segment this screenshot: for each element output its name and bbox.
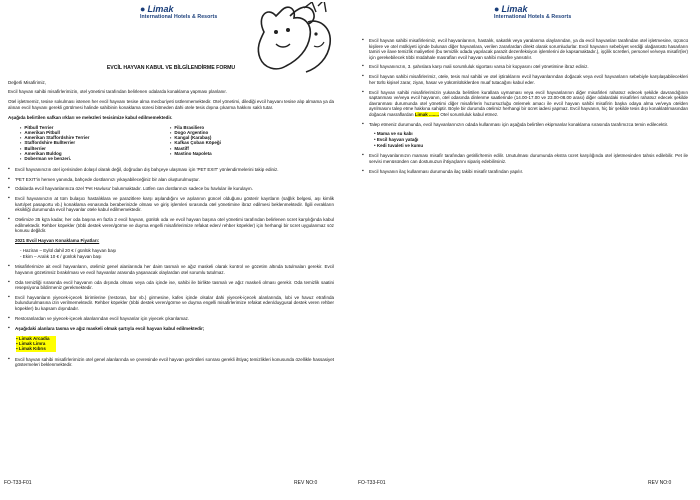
brand-subtitle: International Hotels & Resorts — [140, 14, 218, 20]
areas-heading: ▪ Aşağıdaki alanlara tasma ve ağız maskeli olmak şartıyla evcil hayvan kabul edilmektedir; — [8, 326, 334, 332]
brand-subtitle: International Hotels & Resorts — [494, 14, 572, 20]
right-content — [362, 38, 688, 179]
price-list — [20, 248, 334, 259]
page-footer — [4, 480, 342, 486]
rules-list-2 — [8, 264, 334, 331]
banned-breeds-heading: Aşağıda belirtilen safkan ırkları ve melezleri tesisimize kabul edilmemektedir. — [8, 114, 173, 120]
rule-item: ▪ Evcil hayvanınızın at tüm bulaşıcı hastalıklara ve parazitlere karşı aşılandığını ve aşılarının güncel olduğunu gösterir kayıtların (sağlık belgesi, aşı kimlik kartı/pet pasaportu vb.) konaklama esnasında beraberinizde olması ve giriş işlemleri sırasında otel yönetimine ibraz edilmesi beklenmektedir. İlgili evrakların eksikliği durumunda evcil hayvanlar otele kabul edilmemektedir. — [8, 196, 334, 213]
rule-item: ▪ Otelimize 35 kg'a kadar, her oda başına en fazla 2 evcil hayvan, günlük oda ve evcil hayvan başına otel yönetimi tarafından belirlenen ücret karşılığında kabul edilmektedir. Rehber köpekler (tıbbi destek veren/görme ve duyma engelli misafirlerimize refakat eden/ rehber köpekler) için herhangi bir ücret uygulanmaz söz konusu değildir. — [8, 217, 334, 234]
rules-list-3 — [8, 357, 334, 368]
breed-item: ▪ Kangal (Karabaş) — [170, 135, 320, 140]
rule-item: ▪ Oda temizliği sırasında evcil hayvanın oda dışında olması veya oda içinde ise, sahibi ile birlikte tasmalı ve ağız maskeli olması gerekir. Oda temizlik saatini resepsiyona bildirmeniz gerekmektedir. — [8, 280, 334, 291]
page-left — [0, 0, 346, 500]
limak-logo-icon: ● — [140, 4, 146, 14]
left-content — [8, 58, 334, 372]
price-item: - Haziran – Eylül dahil 20 € / günlük hayvan başı — [20, 248, 334, 254]
page-footer — [358, 480, 696, 486]
revision-number: REV NO:0 — [294, 480, 318, 486]
rule-item: ▪ Evcil hayvanın ilaç kullanması durumunda ilaç takibi misafir tarafından yapılır. — [362, 169, 688, 175]
rule-item: ▪ Evcil hayvan sahibi misafirlerimiz, evcil hayvanlarının, hastalık, sakatlık veya yaralanma olaylarından, ya da evcil hayvanları tarafından otel işletmesine, üçüncü kişilere ve otel mülkiyeti içinde bulunan diğer hayvanlara, verilen zararlardan direkt olarak sorumludurlar. Evcil hayvanın sebebiyet verdiği olağanüstü hasarların tamiri ve ilave temizlik maliyetleri (bu temizlik odada yapılacak parazit dezenfeksiyon işlemlerini de kapsamaktadır.), işçilik ücretleri, personel ve/veya misafir(ler) için gerekebilecek tıbbi müdahale masrafları evcil hayvan sahibi misafire yansıtılır. — [362, 38, 688, 60]
breed-item: ▪ Bullterrier — [20, 146, 170, 151]
rules-list-2 — [362, 153, 688, 174]
brand-logo — [140, 4, 217, 20]
breed-column — [170, 125, 320, 162]
rule-text-end: Otel sorumluluk kabul etmez. — [440, 111, 499, 117]
rule-item: ▪ Odalarda evcil hayvanlarınıza özel 'Pet Havlusu' bulunmaktadır. Lütfen can dostlarınızı sadece bu havlular ile kurulayın. — [8, 186, 334, 192]
rule-item: ▪ Talep etmeniz durumunda, evcil hayvanlarınızın odada kullanması için aşağıda belirtilen ekipmanlar konaklama sırasında tarafımızca temin edilecektir. — [362, 122, 688, 128]
breed-item: ▪ Amerikan Pitbull — [20, 130, 170, 135]
page-gutter — [346, 0, 354, 500]
limak-logo-icon: ● — [494, 4, 500, 14]
price-heading: 2021 Evcil Hayvan Konaklama Fiyatları: — [15, 238, 100, 244]
rule-item: ▪ Evcil hayvanlarınızın maması misafir tarafından getirilir/temin edilir. Unutulması durumunda ekstra ücret karşılığında otel işletmesinden tahsis edilebilir. Pet ile servisi menüsünden can dostunuzun ihtiyaçlarını sipariş edebilirsiniz. — [362, 153, 688, 164]
brand-logo — [494, 4, 571, 20]
revision-number: REV NO:0 — [648, 480, 672, 486]
rule-item: ▪ Evcil hayvan sahibi misafirlerimizin otel genel alanlarında ve çevresinde evcil hayvan gezintileri sonrası gerekli ihtiyaç temizlikleri konusunda özellikle hassasiyet göstermeleri beklenmektedir. — [8, 357, 334, 368]
rule-text: Evcil hayvan sahibi misafirlerimizin yukarıda belirtilen kurallara uymaması veya evcil hayvanlarının diğer misafirleri rahatsız edecek şekilde davrandığının saptanması ve/veya evcil hayvanın, otel odasında dinlenme saatlerinde (14.00-17.00 ve 23.00-08.00 arası) diğer odalardaki misafirleri rahatsız edecek şekilde davranması durumunda otel yönetimi diğer misafirlerin huzursuzluğu önlemek amacı ile evcil hayvan sahibi misafirin başka odaya alma ve/veya otelden ayrılmasını talep etme hakkına sahiptir. Böyle bir durumda otelimiz herhangi bir ücret iadesi yapmaz. Evcil hayvanın, hiç bir şekilde tesis dışı konaklatılmasından doğacak masraflardan — [369, 89, 688, 117]
breed-item: ▪ Staffordshire Bullterrier — [20, 140, 170, 145]
brand-name: Limak — [147, 4, 174, 14]
form-code: FO-T33-F01 — [358, 480, 386, 486]
breed-column — [20, 125, 170, 162]
equipment-item: • Mama ve su kabı — [374, 131, 688, 137]
breed-item: ▪ Mastiff — [170, 146, 320, 151]
rule-item: ▪ Evcil hayvanınızın, 3. şahıslara karşı mali sorumluluk sigortası varsa bir kopyasını otel yönetimine ibraz ediniz. — [362, 64, 688, 70]
area-item: ▪ Limak Limra — [16, 341, 56, 346]
price-item: - Ekim – Aralık 10 € / günlük hayvan başı — [20, 254, 334, 260]
rules-list — [8, 167, 334, 234]
breed-item: ▪ Doberman ve benzeri. — [20, 156, 170, 161]
rule-item: ▪ Evcil hayvanların yiyecek-içecek birimlerine (restoran, bar vb.) girmesine, kafes içinde olsalar dahi yiyecek-içecek alanlarında, lobi ve havuz etrafında bulundurulmasına izin verilmemektedir. Rehber köpekler (tıbbi destek veren/görme ve duyma engelli misafirlerimize refakat eden/duygusal destek veren rehber köpekler) bu kapsam dışındadır. — [8, 295, 334, 312]
form-title: EVCİL HAYVAN KABUL VE BİLGİLENDİRME FORMU — [106, 65, 236, 71]
rules-list — [362, 38, 688, 127]
rule-item: ▪ Restoranlardan ve yiyecek-içecek alanlarından evcil hayvanlar için yiyecek çıkarılamaz. — [8, 316, 334, 322]
equipment-item: • Kedi tuvaleti ve kumu — [374, 143, 688, 149]
allowed-areas-list — [16, 336, 334, 352]
breed-item: ▪ Kafkas Çoban Köpeği — [170, 140, 320, 145]
paragraph: Otel işletmemiz, tesise sokulması istenen her evcil hayvanı tesise alma mecburiyeti üstlenmemektedir. Otel yönetimi, dilediği evcil hayvanı tesise alıp almama ya da alınan evcil hayvanı gerekli görülmesi halinde sahibinin konaklama süresi bitmeden dahi otele tesis dışına çıkarma hakkını saklı tutar. — [8, 99, 334, 110]
area-item: ▪ Limak Kıbrıs — [16, 346, 56, 351]
equipment-item: • Evcil hayvan yatağı — [374, 137, 688, 143]
breed-item: ▪ Pitbull Terrier — [20, 125, 170, 130]
greeting: Değerli Misafirimiz, — [8, 79, 47, 85]
area-item: ▪ Limak Arcadia — [16, 336, 56, 341]
rule-item — [362, 90, 688, 118]
form-code: FO-T33-F01 — [4, 480, 32, 486]
paragraph: Evcil hayvan sahibi misafirlerimizin, otel yönetimi tarafından belirlenen odalarda konaklama yapması planlanır. — [8, 89, 227, 95]
breed-item: ▪ Dogo Argentino — [170, 130, 320, 135]
breed-item: ▪ Amerikan Buldog — [20, 151, 170, 156]
rule-item: ▪ Evcil hayvanınızın otel içerisinden dolaşıl olarak değil, doğrudan dış bahçeye ulaşması için 'PET EXIT' yönlendirmelerini takip ediniz. — [8, 167, 334, 173]
brand-name: Limak — [501, 4, 528, 14]
rule-item: ▪ Misafirlerimize ait evcil hayvanların, otelimiz genel alanlarında her daim tasmalı ve ağız maskeli olarak kontrol ve gözetim altında tutulmaları gerekir. Evcil hayvanın gözetimsiz bırakılması ve evcil hayvanlar arasında yaşanacak olaylardan otel sorumlu tutulmaz. — [8, 264, 334, 275]
equipment-list — [374, 131, 688, 148]
breed-item: ▪ Fila Brasiliero — [170, 125, 320, 130]
banned-breeds-list — [20, 125, 334, 162]
rule-item: ▪ 'PET EXIT'in hemen yanında, bahçede dostlarınızı yıkayabileceğiniz bir alan oluşturulmuştur. — [8, 177, 334, 183]
breed-item: ▪ Amerikan Staffordshire Terrier — [20, 135, 170, 140]
breed-item: ▪ Mastino Napoleta — [170, 151, 320, 156]
rule-item: ▪ Evcil hayvan sahibi misafirlerimiz, otele, tesis mal sahibi ve otel iştiraklarını evcil hayvanlarından doğacak veya evcil hayvanların sebebiyle karşılaşabilecekleri her türlü kişisel zarar, ziyan, hasar ve yükümlülüklerden muaf tutacağını kabul eder. — [362, 74, 688, 85]
hotel-name-highlight: Limak ........ — [414, 111, 440, 117]
page-right — [354, 0, 700, 500]
